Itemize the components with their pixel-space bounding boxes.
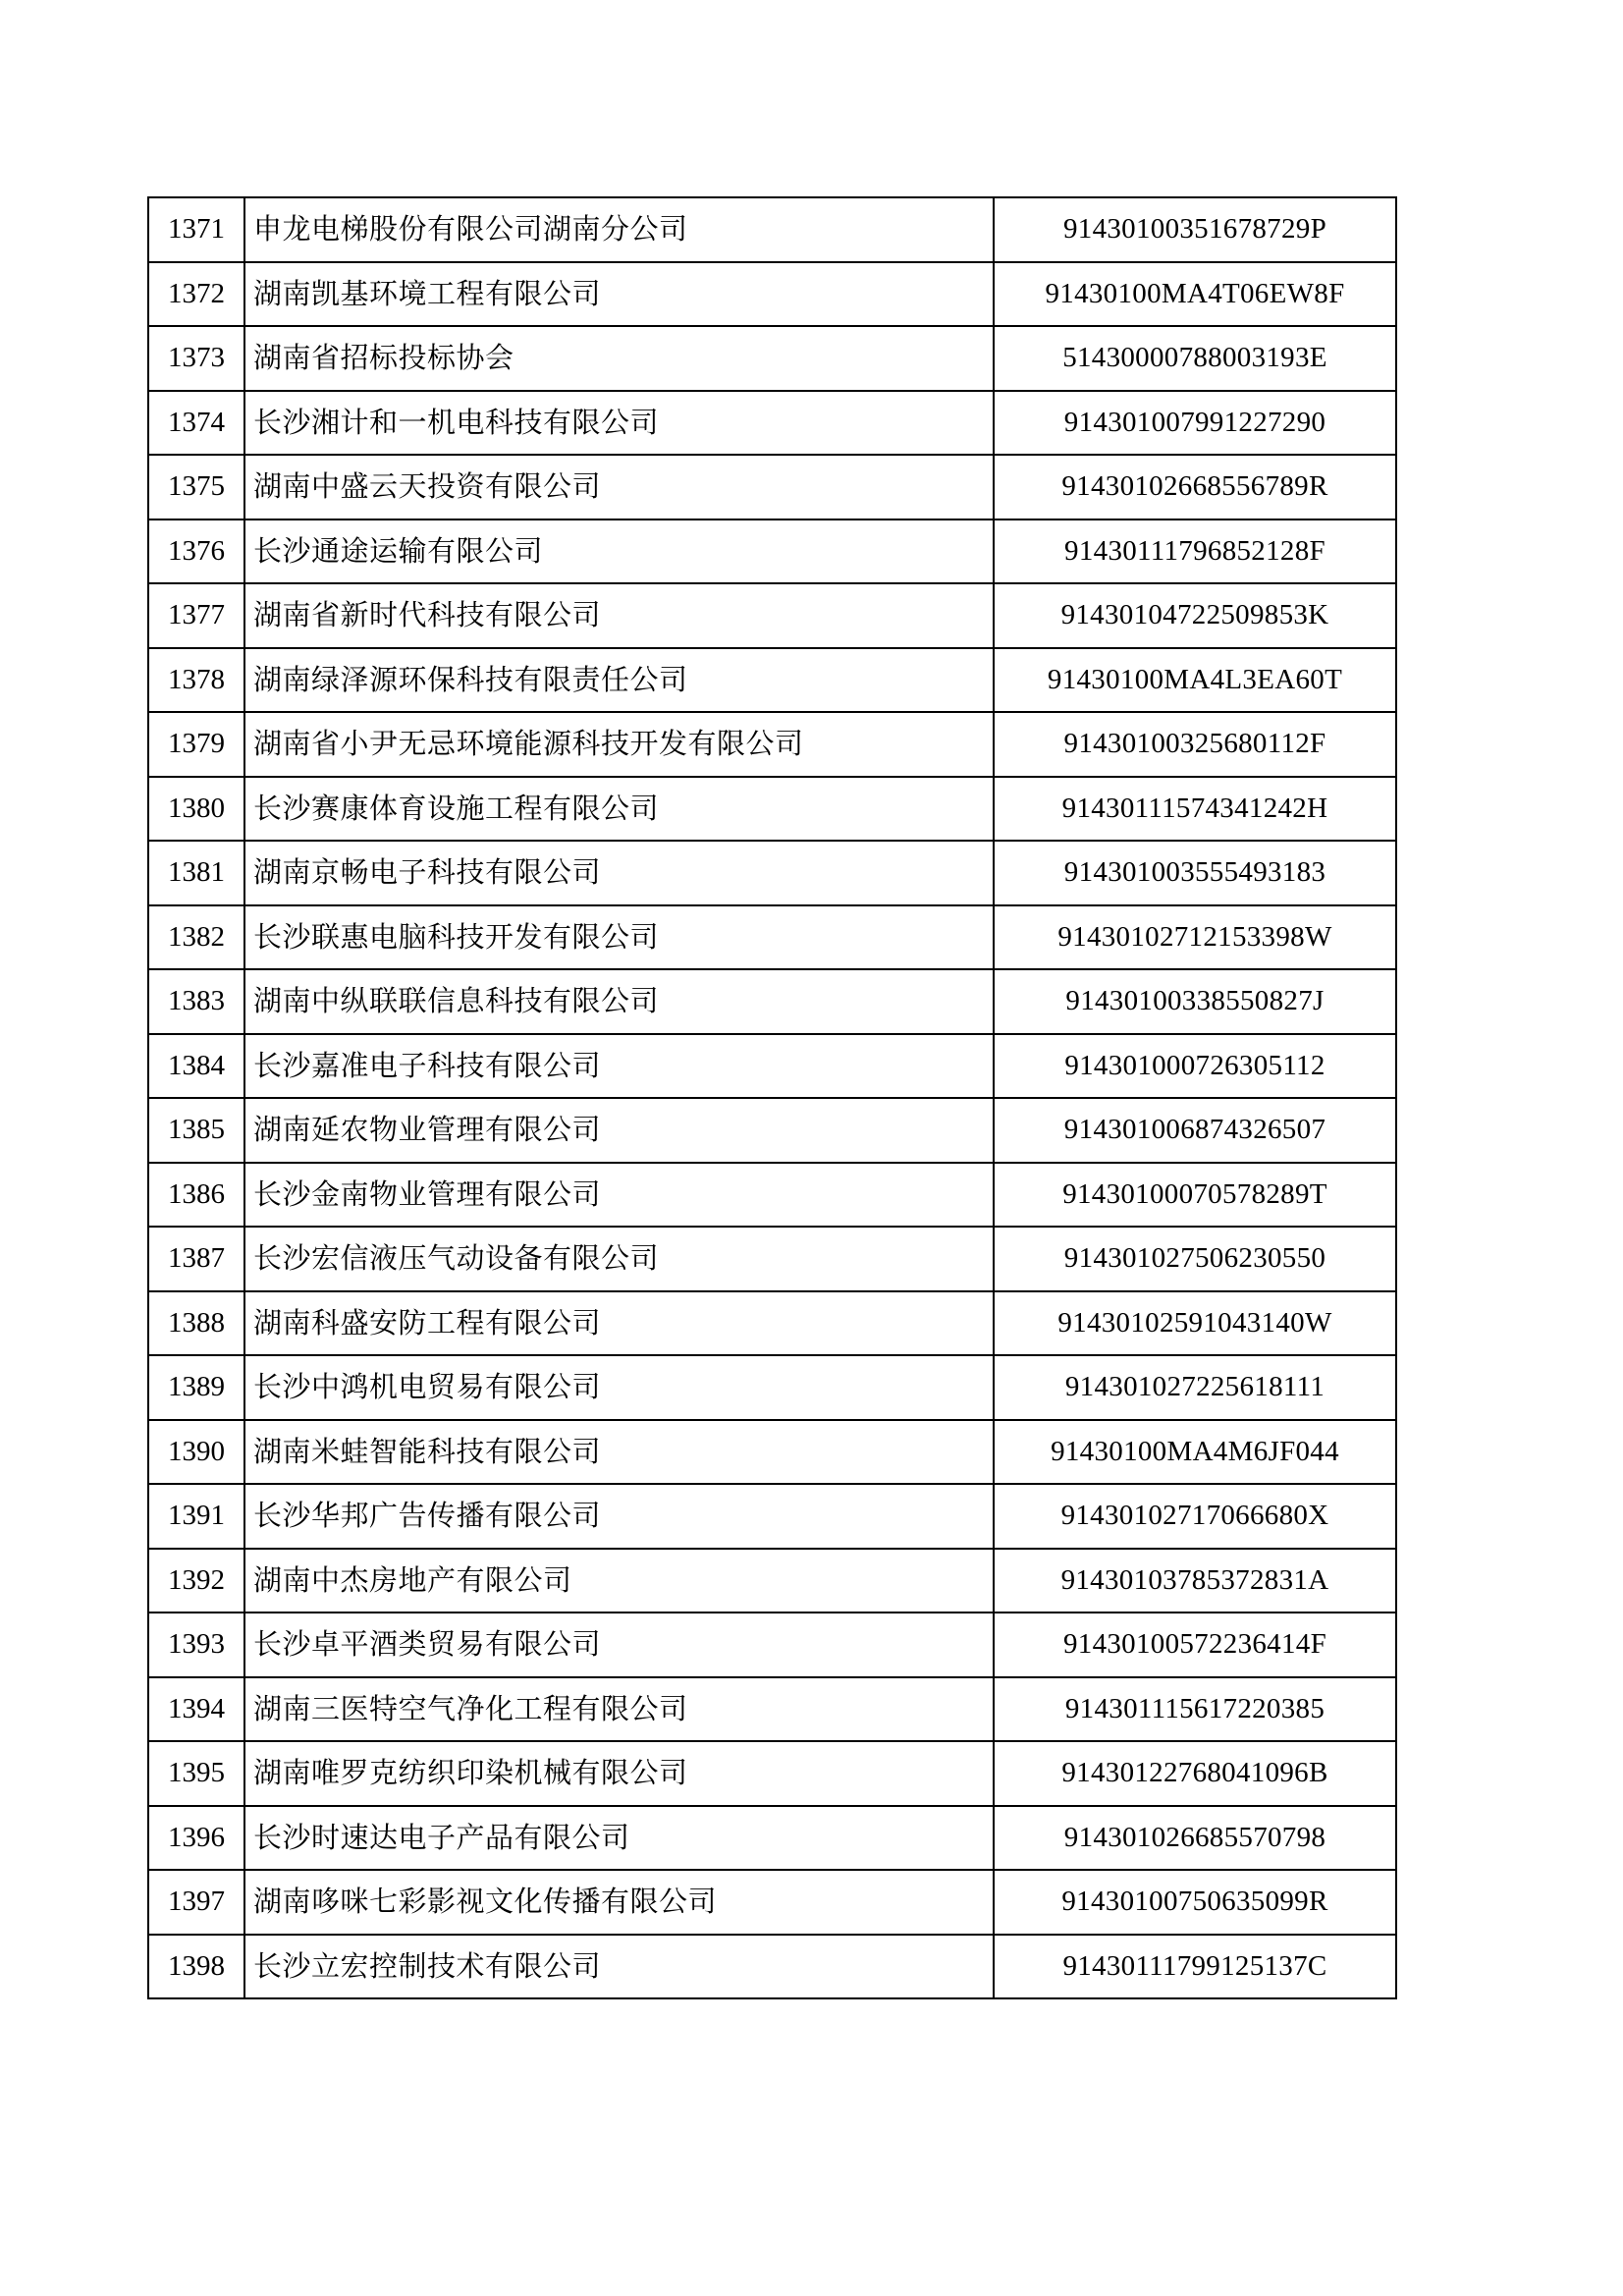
row-number-cell: 1373 <box>148 326 244 391</box>
row-number-cell: 1383 <box>148 969 244 1034</box>
row-number-cell: 1394 <box>148 1677 244 1742</box>
organization-name-cell: 湖南中杰房地产有限公司 <box>244 1549 994 1613</box>
credit-code-cell: 914301000726305112 <box>994 1034 1396 1099</box>
organization-name-cell: 长沙金南物业管理有限公司 <box>244 1163 994 1228</box>
table-row <box>148 455 1396 519</box>
table-row <box>148 1355 1396 1420</box>
row-number-cell: 1398 <box>148 1935 244 1999</box>
organization-name-cell: 湖南凯基环境工程有限公司 <box>244 262 994 327</box>
table-row <box>148 1484 1396 1549</box>
organization-name-cell: 湖南绿泽源环保科技有限责任公司 <box>244 648 994 713</box>
organization-name-cell: 湖南省招标投标协会 <box>244 326 994 391</box>
organization-name-cell: 长沙嘉准电子科技有限公司 <box>244 1034 994 1099</box>
organization-name-cell: 湖南京畅电子科技有限公司 <box>244 841 994 905</box>
row-number-cell: 1393 <box>148 1613 244 1677</box>
organization-name-cell: 湖南科盛安防工程有限公司 <box>244 1291 994 1356</box>
row-number-cell: 1371 <box>148 197 244 262</box>
credit-code-cell: 91430103785372831A <box>994 1549 1396 1613</box>
table-row <box>148 648 1396 713</box>
table-row <box>148 1935 1396 1999</box>
table-row <box>148 1741 1396 1806</box>
table-row <box>148 583 1396 648</box>
credit-code-cell: 91430102668556789R <box>994 455 1396 519</box>
credit-code-cell: 91430104722509853K <box>994 583 1396 648</box>
credit-code-cell: 91430100351678729P <box>994 197 1396 262</box>
table-row <box>148 1291 1396 1356</box>
row-number-cell: 1386 <box>148 1163 244 1228</box>
credit-code-cell: 914301007991227290 <box>994 391 1396 456</box>
row-number-cell: 1391 <box>148 1484 244 1549</box>
row-number-cell: 1378 <box>148 648 244 713</box>
organization-name-cell: 长沙赛康体育设施工程有限公司 <box>244 777 994 842</box>
credit-code-cell: 91430100MA4L3EA60T <box>994 648 1396 713</box>
organization-name-cell: 湖南三医特空气净化工程有限公司 <box>244 1677 994 1742</box>
table-row <box>148 777 1396 842</box>
table-row <box>148 519 1396 584</box>
organization-name-cell: 长沙时速达电子产品有限公司 <box>244 1806 994 1871</box>
row-number-cell: 1380 <box>148 777 244 842</box>
organization-name-cell: 湖南唯罗克纺织印染机械有限公司 <box>244 1741 994 1806</box>
row-number-cell: 1389 <box>148 1355 244 1420</box>
credit-code-cell: 91430122768041096B <box>994 1741 1396 1806</box>
credit-code-cell: 914301027225618111 <box>994 1355 1396 1420</box>
row-number-cell: 1390 <box>148 1420 244 1485</box>
organization-name-cell: 长沙通途运输有限公司 <box>244 519 994 584</box>
table-row <box>148 1806 1396 1871</box>
organization-name-cell: 湖南省新时代科技有限公司 <box>244 583 994 648</box>
credit-code-cell: 91430100MA4T06EW8F <box>994 262 1396 327</box>
organization-name-cell: 湖南延农物业管理有限公司 <box>244 1098 994 1163</box>
row-number-cell: 1379 <box>148 712 244 777</box>
credit-code-cell: 91430102717066680X <box>994 1484 1396 1549</box>
table-row <box>148 1034 1396 1099</box>
credit-code-cell: 914301003555493183 <box>994 841 1396 905</box>
row-number-cell: 1374 <box>148 391 244 456</box>
registry-table-body <box>148 197 1396 1998</box>
credit-code-cell: 91430111799125137C <box>994 1935 1396 1999</box>
row-number-cell: 1388 <box>148 1291 244 1356</box>
organization-name-cell: 湖南中盛云天投资有限公司 <box>244 455 994 519</box>
credit-code-cell: 91430100750635099R <box>994 1870 1396 1935</box>
credit-code-cell: 914301006874326507 <box>994 1098 1396 1163</box>
organization-name-cell: 长沙宏信液压气动设备有限公司 <box>244 1227 994 1291</box>
row-number-cell: 1381 <box>148 841 244 905</box>
credit-code-cell: 91430100MA4M6JF044 <box>994 1420 1396 1485</box>
credit-code-cell: 91430102712153398W <box>994 905 1396 970</box>
organization-name-cell: 长沙立宏控制技术有限公司 <box>244 1935 994 1999</box>
credit-code-cell: 914301115617220385 <box>994 1677 1396 1742</box>
organization-registry-table <box>147 196 1397 1999</box>
row-number-cell: 1377 <box>148 583 244 648</box>
row-number-cell: 1375 <box>148 455 244 519</box>
credit-code-cell: 51430000788003193E <box>994 326 1396 391</box>
table-row <box>148 391 1396 456</box>
organization-name-cell: 湖南哆咪七彩影视文化传播有限公司 <box>244 1870 994 1935</box>
credit-code-cell: 914301027506230550 <box>994 1227 1396 1291</box>
table-row <box>148 969 1396 1034</box>
organization-name-cell: 长沙中鸿机电贸易有限公司 <box>244 1355 994 1420</box>
credit-code-cell: 91430111574341242H <box>994 777 1396 842</box>
table-row <box>148 1420 1396 1485</box>
table-row <box>148 262 1396 327</box>
row-number-cell: 1385 <box>148 1098 244 1163</box>
credit-code-cell: 91430102591043140W <box>994 1291 1396 1356</box>
credit-code-cell: 91430111796852128F <box>994 519 1396 584</box>
row-number-cell: 1387 <box>148 1227 244 1291</box>
table-row <box>148 1613 1396 1677</box>
row-number-cell: 1384 <box>148 1034 244 1099</box>
row-number-cell: 1396 <box>148 1806 244 1871</box>
table-row <box>148 1677 1396 1742</box>
table-row <box>148 1549 1396 1613</box>
organization-name-cell: 申龙电梯股份有限公司湖南分公司 <box>244 197 994 262</box>
organization-name-cell: 长沙华邦广告传播有限公司 <box>244 1484 994 1549</box>
row-number-cell: 1397 <box>148 1870 244 1935</box>
row-number-cell: 1395 <box>148 1741 244 1806</box>
organization-name-cell: 湖南米蛙智能科技有限公司 <box>244 1420 994 1485</box>
table-row <box>148 1870 1396 1935</box>
table-row <box>148 326 1396 391</box>
organization-name-cell: 长沙卓平酒类贸易有限公司 <box>244 1613 994 1677</box>
table-row <box>148 1098 1396 1163</box>
table-row <box>148 712 1396 777</box>
organization-name-cell: 长沙湘计和一机电科技有限公司 <box>244 391 994 456</box>
organization-name-cell: 湖南中纵联联信息科技有限公司 <box>244 969 994 1034</box>
row-number-cell: 1382 <box>148 905 244 970</box>
organization-name-cell: 湖南省小尹无忌环境能源科技开发有限公司 <box>244 712 994 777</box>
organization-name-cell: 长沙联惠电脑科技开发有限公司 <box>244 905 994 970</box>
table-row <box>148 197 1396 262</box>
row-number-cell: 1392 <box>148 1549 244 1613</box>
credit-code-cell: 91430100572236414F <box>994 1613 1396 1677</box>
table-row <box>148 1227 1396 1291</box>
table-row <box>148 1163 1396 1228</box>
table-row <box>148 841 1396 905</box>
row-number-cell: 1372 <box>148 262 244 327</box>
credit-code-cell: 91430100325680112F <box>994 712 1396 777</box>
credit-code-cell: 91430100338550827J <box>994 969 1396 1034</box>
credit-code-cell: 91430100070578289T <box>994 1163 1396 1228</box>
row-number-cell: 1376 <box>148 519 244 584</box>
table-row <box>148 905 1396 970</box>
credit-code-cell: 914301026685570798 <box>994 1806 1396 1871</box>
